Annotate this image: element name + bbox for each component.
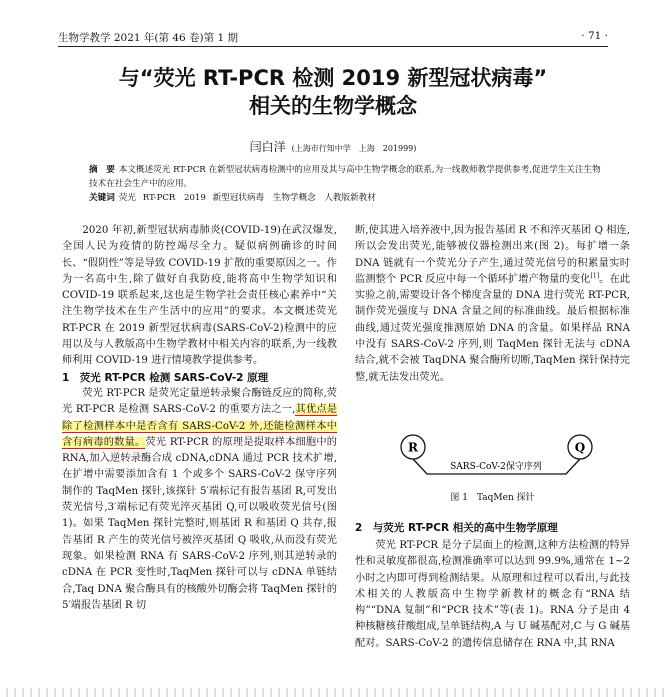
title-line-2: 相关的生物学概念 xyxy=(249,94,417,118)
journal-issue: 生物学教学 2021 年(第 46 卷)第 1 期 xyxy=(58,32,238,44)
author-affiliation: (上海市行知中学 上海 201999) xyxy=(291,144,417,153)
page-number: · 71 · xyxy=(581,30,608,42)
highlighted-text: 其优点是除了检测样本中是否含有 SARS-CoV-2 外,还能检测样本中含有病毒的数量。 xyxy=(62,404,338,448)
abstract-label: 摘 要 xyxy=(89,165,115,175)
left-column xyxy=(62,223,337,614)
page-cut-edge xyxy=(0,688,666,697)
section-2-paragraph: 荧光 RT-PCR 是分子层面上的检测,这种方法检测的特异性和灵敏度都很高,检测准确率可以达到 99.9%,通常在 1~2 小时之内即可得到检测结果。从原理和过程可以看出,与此技术相关的人教版高中生物学新教材的概念有“RNA 结构”“DNA 复制”和“PCR 技术”等(表 1)。RNA 分子是由 4 种核糖核苷酸组成,呈单链结构,A 与 U 碱基配对,C 与 G 碱基配对。SARS-CoV-2 的遗传信息储存在 RNA 中,其 RNA xyxy=(355,540,630,649)
section-1-heading: 1 荧光 RT-PCR 检测 SARS-CoV-2 原理 xyxy=(62,371,269,384)
abstract xyxy=(89,163,609,191)
section-2-heading: 2 与荧光 RT-PCR 相关的高中生物学原理 xyxy=(355,522,558,534)
continued-paragraph: 断,使其进入培养液中,因为报告基团 R 不和淬灭基团 Q 相连,所以会发出荧光,能够被仪器检测出来(图 2)。每扩增一条 DNA 链就有一个荧光分子产生,通过荧光信号的积累量实时监测整个 PCR 反应中每一个循环扩增产物量的变化[1]。在此实验之前,需要设计各个梯度含量的 DNA 进行荧光 RT-PCR,制作荧光强度与 DNA 含量之间的标准曲线。最后根据标准曲线,通过荧光强度推测原始 DNA 的含量。如果样品 RNA 中没有 SARS-CoV-2 序列,则 TaqMen 探针无法与 cDNA 结合,就不会被 TaqDNA 聚合酶所切断,TaqMen 探针保持完整,就无法发出荧光。 xyxy=(355,225,631,383)
right-column xyxy=(355,223,630,386)
keywords-text: 荧光 RT-PCR 2019 新型冠状病毒 生物学概念 人教版新教材 xyxy=(118,193,376,203)
author-name: 闫白洋 xyxy=(249,140,286,154)
title-line-1: 与“荧光 RT-PCR 检测 2019 新型冠状病毒” xyxy=(118,66,548,90)
keywords-label: 关键词 xyxy=(89,193,115,203)
section-1-paragraph: 荧光 RT-PCR 是荧光定量逆转录聚合酶链反应的简称,荧光 RT-PCR 是检测 SARS-CoV-2 的重要方法之一,其优点是除了检测样本中是否含有 SARS-CoV-2 外,还能检测样本中含有病毒的数量。荧光 RT-PCR 的原理是提取样本细胞中的 RNA,加入逆转录酶合成 cDNA,cDNA 通过 PCR 技术扩增,在扩增中需要添加含有 1 个或多个 SARS-CoV-2 保守序列制作的 TaqMen 探针,该探针 5′端标记有报告基团 R,可发出荧光信号,3′端标记有荧光淬灭基团 Q,可以吸收荧光信号(图 1)。如果 TaqMen 探针完整时,则基团 R 和基团 Q 共存,报告基团 R 产生的荧光信号被淬灭基团 Q 吸收,从而没有荧光现象。如果检测 RNA 有 SARS-CoV-2 序列,则其逆转录的 cDNA 在 PCR 变性时,TaqMen 探针可以与 cDNA 单链结合,Taq DNA 聚合酶具有的核酸外切酶会将 TaqMen 探针的 5′端报告基团 R 切 xyxy=(62,387,338,611)
figure-1-caption: 图 1 TaqMen 探针 xyxy=(450,493,535,503)
section-2-body xyxy=(355,538,630,652)
keywords xyxy=(89,191,609,205)
running-header xyxy=(58,30,608,47)
abstract-text: 本文概述荧光 RT-PCR 在新型冠状病毒检测中的应用及其与高中生物学概念的联系,为一线教师教学提供参考,促进学生关注生物技术在社会生产中的应用。 xyxy=(89,165,601,189)
author xyxy=(0,138,666,155)
abstract-block xyxy=(89,163,609,205)
fig-q-label: Q xyxy=(574,440,586,455)
fig-r-label: R xyxy=(408,440,418,455)
citation-ref: [1] xyxy=(590,272,600,280)
intro-paragraph: 2020 年初,新型冠状病毒肺炎(COVID-19)在武汉爆发,全国人民为疫情的防控竭尽全力。疑似病例确诊的时间长、“假阴性”等是导致 COVID-19 扩散的重要原因之一。作为一名高中生,除了做好自我防疫,能将高中生物学知识和 COVID-19 联系起来,这也是生物学社会责任核心素养中“关注生物学技术在生产生活中的应用”的要求。本文概述荧光 RT-PCR 在 2019 新型冠状病毒(SARS-CoV-2)检测中的应用以及与人教版高中生物学教材中相关内容的联系,为一线教师利用 COVID-19 进行情境教学提供参考。 xyxy=(62,225,337,367)
fig-sequence-label: SARS-CoV-2保守序列 xyxy=(450,462,542,472)
